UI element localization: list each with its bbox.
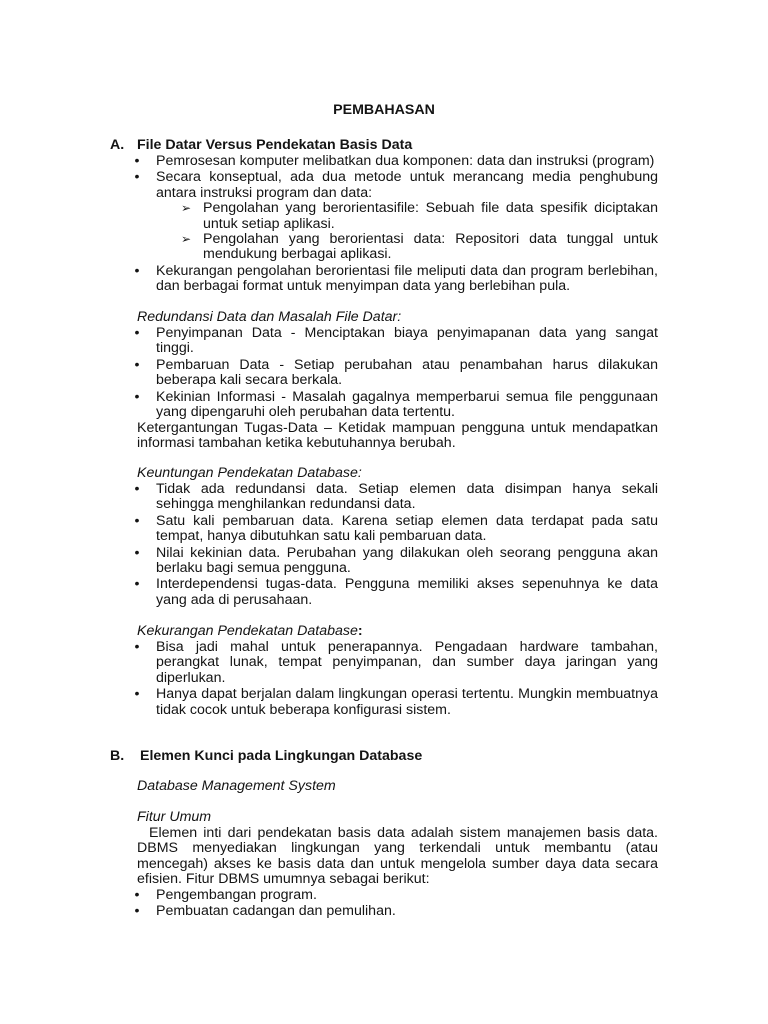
list-item	[131, 390, 658, 421]
list-item-text: Interdependensi tugas-data. Pengguna memiliki akses sepenuhnya ke data yang ada di perusahaan.	[156, 576, 658, 608]
bullet-icon: •	[134, 544, 140, 561]
section-b-letter: B.	[110, 748, 125, 764]
section-a-letter: A.	[110, 137, 125, 153]
ketergantungan-paragraph: Ketergantungan Tugas-Data – Ketidak mampuan pengguna untuk mendapatkan informasi tambahan ketika kebutuhannya berubah.	[137, 420, 658, 452]
list-item-text: Pembuatan cadangan dan pemulihan.	[156, 903, 396, 920]
bullet-icon: •	[134, 153, 140, 169]
list-item	[131, 264, 658, 295]
list-item-text: Penyimpanan Data - Menciptakan biaya penyimapanan data yang sangat tinggi.	[156, 325, 658, 357]
sub-list-item-text: Pengolahan yang berorientasi data: Repositori data tunggal untuk mendukung berbagai aplikasi.	[203, 231, 658, 263]
list-item	[131, 358, 658, 389]
list-item	[131, 888, 658, 903]
sub-list	[156, 201, 658, 263]
bullet-icon: •	[134, 388, 140, 405]
bullet-icon: •	[134, 887, 140, 903]
kekurangan-heading-colon: :	[357, 623, 363, 639]
page-title: PEMBAHASAN	[333, 102, 435, 118]
list-item	[131, 640, 658, 686]
list-item	[131, 326, 658, 357]
bullet-icon: •	[134, 262, 140, 279]
list-item-text: Pengembangan program.	[156, 887, 317, 903]
keuntungan-list	[131, 482, 658, 609]
fitur-heading: Fitur Umum	[137, 809, 212, 825]
bullet-icon: •	[134, 169, 140, 186]
bullet-icon: •	[134, 639, 140, 655]
arrow-bullet-icon: ➢	[181, 201, 192, 216]
sub-list-item	[181, 232, 658, 263]
bullet-icon: •	[134, 481, 140, 497]
dbms-heading: Database Management System	[137, 778, 336, 794]
list-item	[131, 482, 658, 513]
list-item	[131, 577, 658, 608]
bullet-icon: •	[134, 325, 140, 341]
bullet-icon: •	[134, 903, 140, 920]
keuntungan-heading: Keuntungan Pendekatan Database:	[137, 465, 362, 481]
list-item	[131, 514, 658, 545]
list-item-text: Bisa jadi mahal untuk penerapannya. Pengadaan hardware tambahan, perangkat lunak, tempat penyimpanan, dan sumber daya jaringan yang diperlukan.	[156, 639, 658, 686]
section-a-list	[131, 154, 658, 296]
kekurangan-heading	[137, 624, 363, 639]
list-item	[131, 170, 658, 262]
fitur-list	[131, 888, 658, 921]
arrow-bullet-icon: ➢	[181, 232, 192, 247]
list-item-text: Pembaruan Data - Setiap perubahan atau penambahan harus dilakukan beberapa kali secara berkala.	[156, 356, 658, 389]
list-item-text: Pemrosesan komputer melibatkan dua komponen: data dan instruksi (program)	[156, 153, 655, 169]
list-item-text: Kekurangan pengolahan berorientasi file meliputi data dan program berlebihan, dan berbagai format untuk menyimpan data yang berlebihan pula.	[156, 262, 658, 295]
section-b-heading	[110, 749, 422, 764]
section-a-title: File Datar Versus Pendekatan Basis Data	[137, 137, 413, 153]
list-item-text: Hanya dapat berjalan dalam lingkungan operasi tertentu. Mungkin membuatnya tidak cocok untuk beberapa konfigurasi sistem.	[156, 686, 658, 718]
bullet-icon: •	[134, 356, 140, 373]
list-item-text: Secara konseptual, ada dua metode untuk merancang media penghubung antara instruksi program dan data:	[156, 169, 658, 201]
list-item-text: Satu kali pembaruan data. Karena setiap elemen data terdapat pada satu tempat, hanya dibutuhkan satu kali pembaruan data.	[156, 512, 658, 545]
redundansi-heading: Redundansi Data dan Masalah File Datar:	[137, 309, 402, 325]
list-item	[131, 154, 658, 169]
list-item-text: Nilai kekinian data. Perubahan yang dilakukan oleh seorang pengguna akan berlaku bagi semua pengguna.	[156, 544, 658, 577]
section-b-title: Elemen Kunci pada Lingkungan Database	[140, 748, 423, 764]
bullet-icon: •	[134, 576, 140, 593]
list-item-text: Tidak ada redundansi data. Setiap elemen data disimpan hanya sekali sehingga menghilankan redundansi data.	[156, 481, 658, 513]
bullet-icon: •	[134, 686, 140, 703]
sub-list-item-text: Pengolahan yang berorientasifile: Sebuah file data spesifik diciptakan untuk setiap aplikasi.	[203, 200, 658, 232]
list-item	[131, 687, 658, 718]
kekurangan-heading-text: Kekurangan Pendekatan Database	[137, 623, 358, 639]
list-item	[131, 904, 658, 919]
fitur-paragraph: Elemen inti dari pendekatan basis data adalah sistem manajemen basis data. DBMS menyediakan lingkungan yang terkendali untuk membantu (atau mencegah) akses ke basis data dan untuk mengelola sumber daya data secara efisien. Fitur DBMS umumnya sebagai berikut:	[137, 825, 658, 888]
kekurangan-list	[131, 640, 658, 719]
bullet-icon: •	[134, 512, 140, 529]
sub-list-item	[181, 201, 658, 232]
redundansi-list	[131, 326, 658, 421]
list-item-text: Kekinian Informasi - Masalah gagalnya memperbarui semua file penggunaan yang dipengaruhi oleh perubahan data tertentu.	[156, 388, 658, 421]
section-a-heading	[110, 138, 412, 153]
list-item	[131, 546, 658, 577]
